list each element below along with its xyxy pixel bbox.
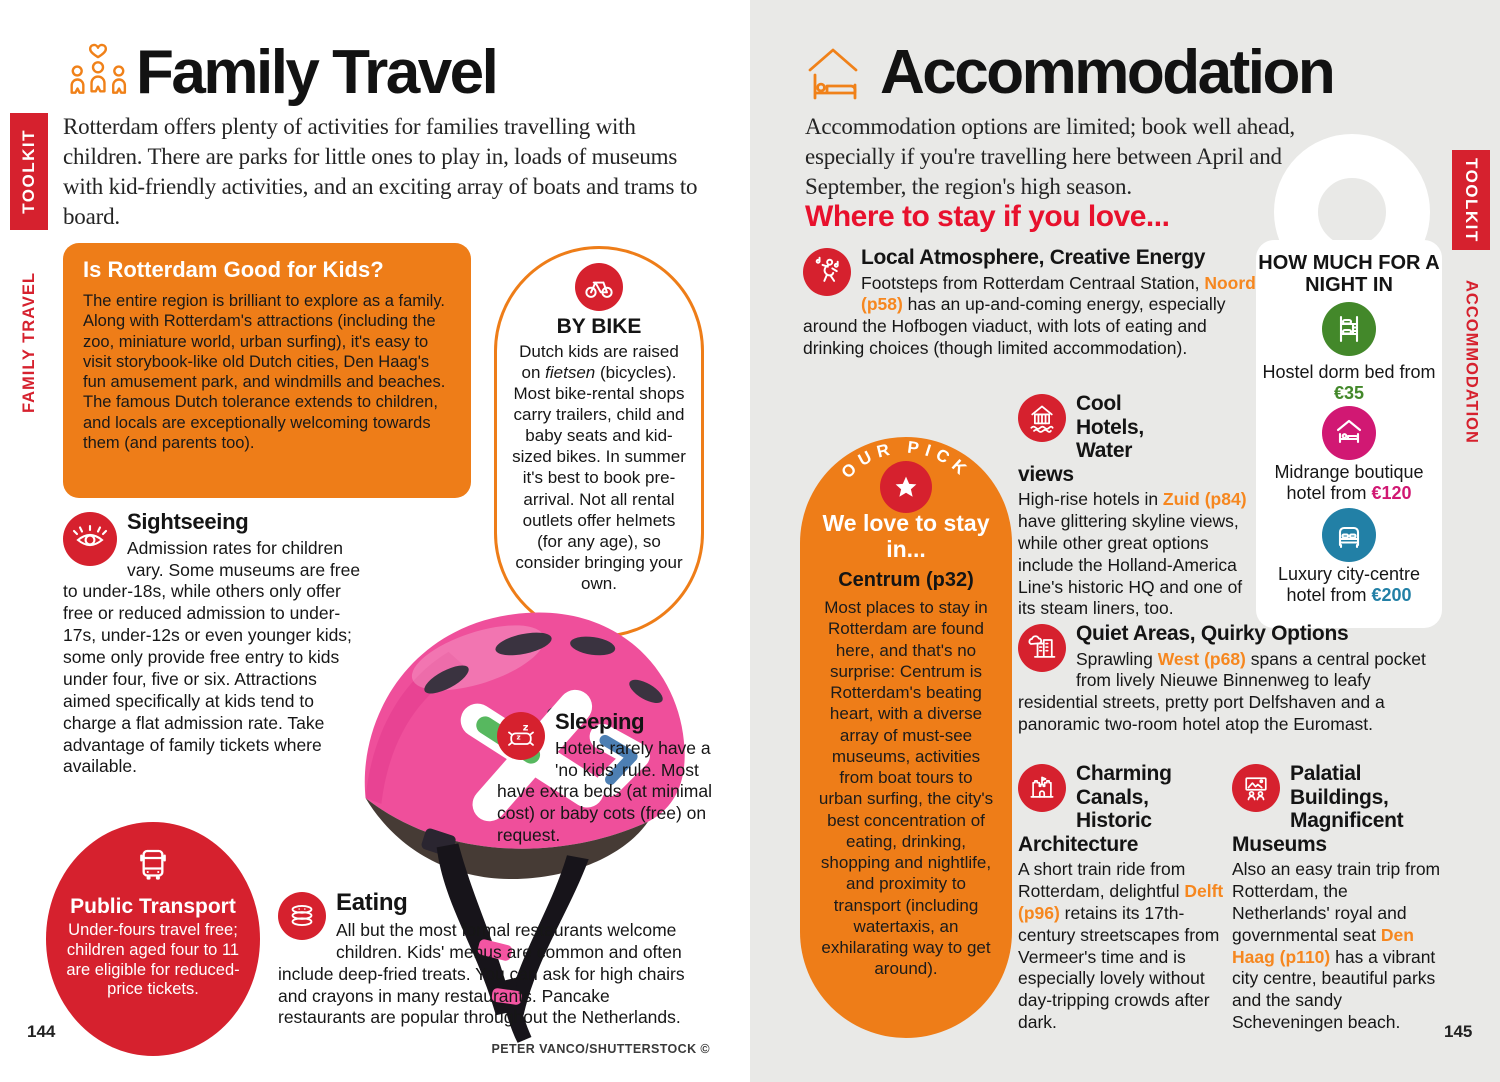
left-toolkit-tab — [10, 113, 48, 230]
hostel-price-label: Hostel dorm bed from €35 — [1262, 362, 1436, 404]
our-pick-heading: We love to stay in... — [822, 510, 990, 562]
right-page-number: 145 — [1444, 1022, 1473, 1041]
local-atmosphere-title: Local Atmosphere, Creative Energy — [861, 246, 1206, 269]
right-toolkit-tab-label: TOOLKIT — [1462, 157, 1481, 243]
sightseeing-body: Admission rates for children vary. Some museums are free to under-18s, while others only offer free or reduced admission to under-17s, under-12s or even younger kids; some only provide free entry to kids under four, five or six. Attractions aimed specifically at kids tend to charge a flat admission rate. Take advantage of family tickets where available. — [63, 537, 361, 777]
by-bike-title: BY BIKE — [556, 315, 642, 338]
midrange-price-value: €120 — [1371, 483, 1412, 504]
pillow-icon — [497, 712, 545, 760]
palatial-buildings-body: Also an easy train trip from Rotterdam, the Netherlands' royal and governmental seat Den Haag (p110) has a vibrant city centre, beautiful parks and the sandy Scheveningen beach. — [1232, 859, 1441, 1033]
left-page-intro: Rotterdam offers plenty of activities for families travelling with children. There are parks for little ones to play in, loads of museums with kid-friendly activities, and an exciting array of boats and trams to board. — [63, 114, 698, 229]
our-pick-callout — [800, 437, 1012, 1038]
eating-title: Eating — [336, 889, 408, 916]
luxury-price-value: €200 — [1371, 585, 1412, 606]
right-page-intro: Accommodation options are limited; book well ahead, especially if you're travelling here between April and September, the region's high season. — [805, 114, 1295, 199]
by-bike-italic-term: fietsen — [545, 363, 596, 383]
charming-canals-section — [1018, 762, 1226, 1034]
sightseeing-section — [63, 510, 365, 778]
local-atmosphere-body: Footsteps from Rotterdam Centraal Station, Noord (p58) has an up-and-coming energy, especially around the Hofbogen viaduct, with lots of eating and drinking choices (though limited accommodation). — [803, 272, 1256, 359]
cool-hotels-title: Cool Hotels, Water views — [1018, 392, 1144, 486]
quiet-areas-title: Quiet Areas, Quirky Options — [1076, 622, 1349, 645]
quiet-areas-section — [1018, 622, 1452, 736]
delft-page-link[interactable]: Delft (p96) — [1018, 880, 1224, 923]
hostel-price-value: €35 — [1333, 383, 1365, 404]
palatial-buildings-section — [1232, 762, 1446, 1034]
price-box — [1256, 240, 1442, 628]
eye-icon — [63, 512, 117, 566]
by-bike-body: Dutch kids are raised on fietsen (bicycles). Most bike-rental shops carry trailers, child and baby seats and kid-sized bikes. In summer it's best to book pre-arrival. Not all rental outlets offer helmets (for any age), so consider bringing your own. — [512, 342, 686, 593]
eating-section — [278, 890, 698, 1029]
svg-text:z: z — [522, 722, 529, 734]
midrange-price-label: Midrange boutique hotel from €120 — [1274, 462, 1424, 504]
right-section-tab-label: ACCOMMODATION — [1462, 280, 1481, 444]
photo-credit: PETER VANCO/SHUTTERSTOCK © — [491, 1042, 710, 1056]
zuid-page-link[interactable]: Zuid (p84) — [1162, 489, 1247, 510]
city-cloud-icon — [1018, 624, 1066, 672]
luxury-price-label: Luxury city-centre hotel from €200 — [1277, 564, 1421, 606]
den-haag-page-link[interactable]: Den Haag (p110) — [1232, 924, 1414, 967]
left-section-tab-label: FAMILY TRAVEL — [19, 272, 38, 414]
right-page-title: Accommodation — [880, 38, 1334, 107]
our-pick-subheading: Centrum (p32) — [838, 569, 974, 591]
palatial-buildings-title: Palatial Buildings, Magnificent Museums — [1232, 762, 1404, 856]
kids-box-body: The entire region is brilliant to explore as a family. Along with Rotterdam's attractions (including the zoo, miniature world, urban surfing), it's easy to visit storybook-like old Dutch cities, Den Haag's fun amusement park, and windmills and beaches. The famous Dutch tolerance extends to children, and locals are exceptionally welcoming towards them (and parents too). — [83, 292, 446, 452]
charming-canals-title: Charming Canals, Historic Architecture — [1018, 762, 1172, 856]
where-to-stay-heading: Where to stay if you love... — [805, 200, 1170, 233]
pancakes-icon — [278, 892, 326, 940]
price-box-title: HOW MUCH FOR A NIGHT IN — [1258, 252, 1440, 297]
left-section-tab — [10, 243, 48, 443]
left-page-title: Family Travel — [136, 38, 497, 107]
local-atmosphere-section — [803, 246, 1258, 360]
svg-text:OUR PICK: OUR PICK — [837, 437, 975, 483]
sleeping-section — [497, 710, 725, 847]
sleeping-title: Sleeping — [555, 709, 645, 734]
right-toolkit-tab — [1452, 150, 1490, 250]
accommodation-icon — [803, 44, 863, 104]
boutique-hotel-icon — [1322, 406, 1376, 460]
right-section-tab — [1452, 262, 1490, 462]
public-transport-callout — [46, 822, 260, 1056]
frame-people-icon — [1232, 764, 1280, 812]
eating-body: All but the most formal restaurants welcome children. Kids' menus are common and often include deep-fried treats. You can ask for high chairs and crayons in many restaurants. Pancake restaurants are popular throughout the Netherlands. — [278, 919, 685, 1028]
bus-icon — [132, 873, 174, 890]
public-transport-title: Public Transport — [70, 895, 236, 918]
noord-page-link[interactable]: Noord (p58) — [861, 272, 1256, 315]
cool-hotels-section — [1018, 392, 1258, 620]
public-transport-body: Under-fours travel free; children aged four to 11 are eligible for reduced-price tickets. — [66, 921, 240, 999]
left-toolkit-tab-label: TOOLKIT — [19, 129, 38, 214]
double-bed-icon — [1322, 508, 1376, 562]
family-icon — [62, 38, 134, 104]
bicycle-icon — [575, 263, 623, 311]
left-page-number: 144 — [27, 1022, 56, 1041]
kids-box-title: Is Rotterdam Good for Kids? — [83, 257, 384, 282]
charming-canals-body: A short train ride from Rotterdam, delightful Delft (p96) retains its 17th-century streetscapes from Vermeer's time and is especially lovely without day-tripping crowds after dark. — [1018, 859, 1224, 1033]
house-water-icon — [1018, 394, 1066, 442]
bunk-bed-icon — [1322, 302, 1376, 356]
sleeping-body: Hotels rarely have a 'no kids' rule. Most have extra beds (at minimal cost) or baby cots (free) on request. — [497, 737, 712, 846]
cool-hotels-body: High-rise hotels in Zuid (p84) have glittering skyline views, while other great options include the Holland-America Line's historic HQ and one of its steam liners, too. — [1018, 489, 1247, 619]
svg-text:z: z — [516, 732, 521, 742]
west-page-link[interactable]: West (p68) — [1157, 648, 1246, 669]
sightseeing-title: Sightseeing — [127, 509, 249, 534]
kids-info-box — [63, 243, 471, 498]
our-pick-body: Most places to stay in Rotterdam are found here, and that's no surprise: Centrum is Rotterdam's beating heart, with a diverse array of must-see museums, activities from boat tours to urban surfing, the city's best concentration of eating, drinking, shopping and nightlife, and proximity to transport (including watertaxis, an exhilarating way to get around). — [818, 598, 994, 979]
castle-icon — [1018, 764, 1066, 812]
quiet-areas-body: Sprawling West (p68) spans a central pocket from lively Nieuwe Binnenweg to leafy residential streets, pretty port Delfshaven and a panoramic two-room hotel atop the Euromast. — [1018, 648, 1426, 735]
star-icon — [880, 461, 932, 513]
dancer-icon — [803, 248, 851, 296]
